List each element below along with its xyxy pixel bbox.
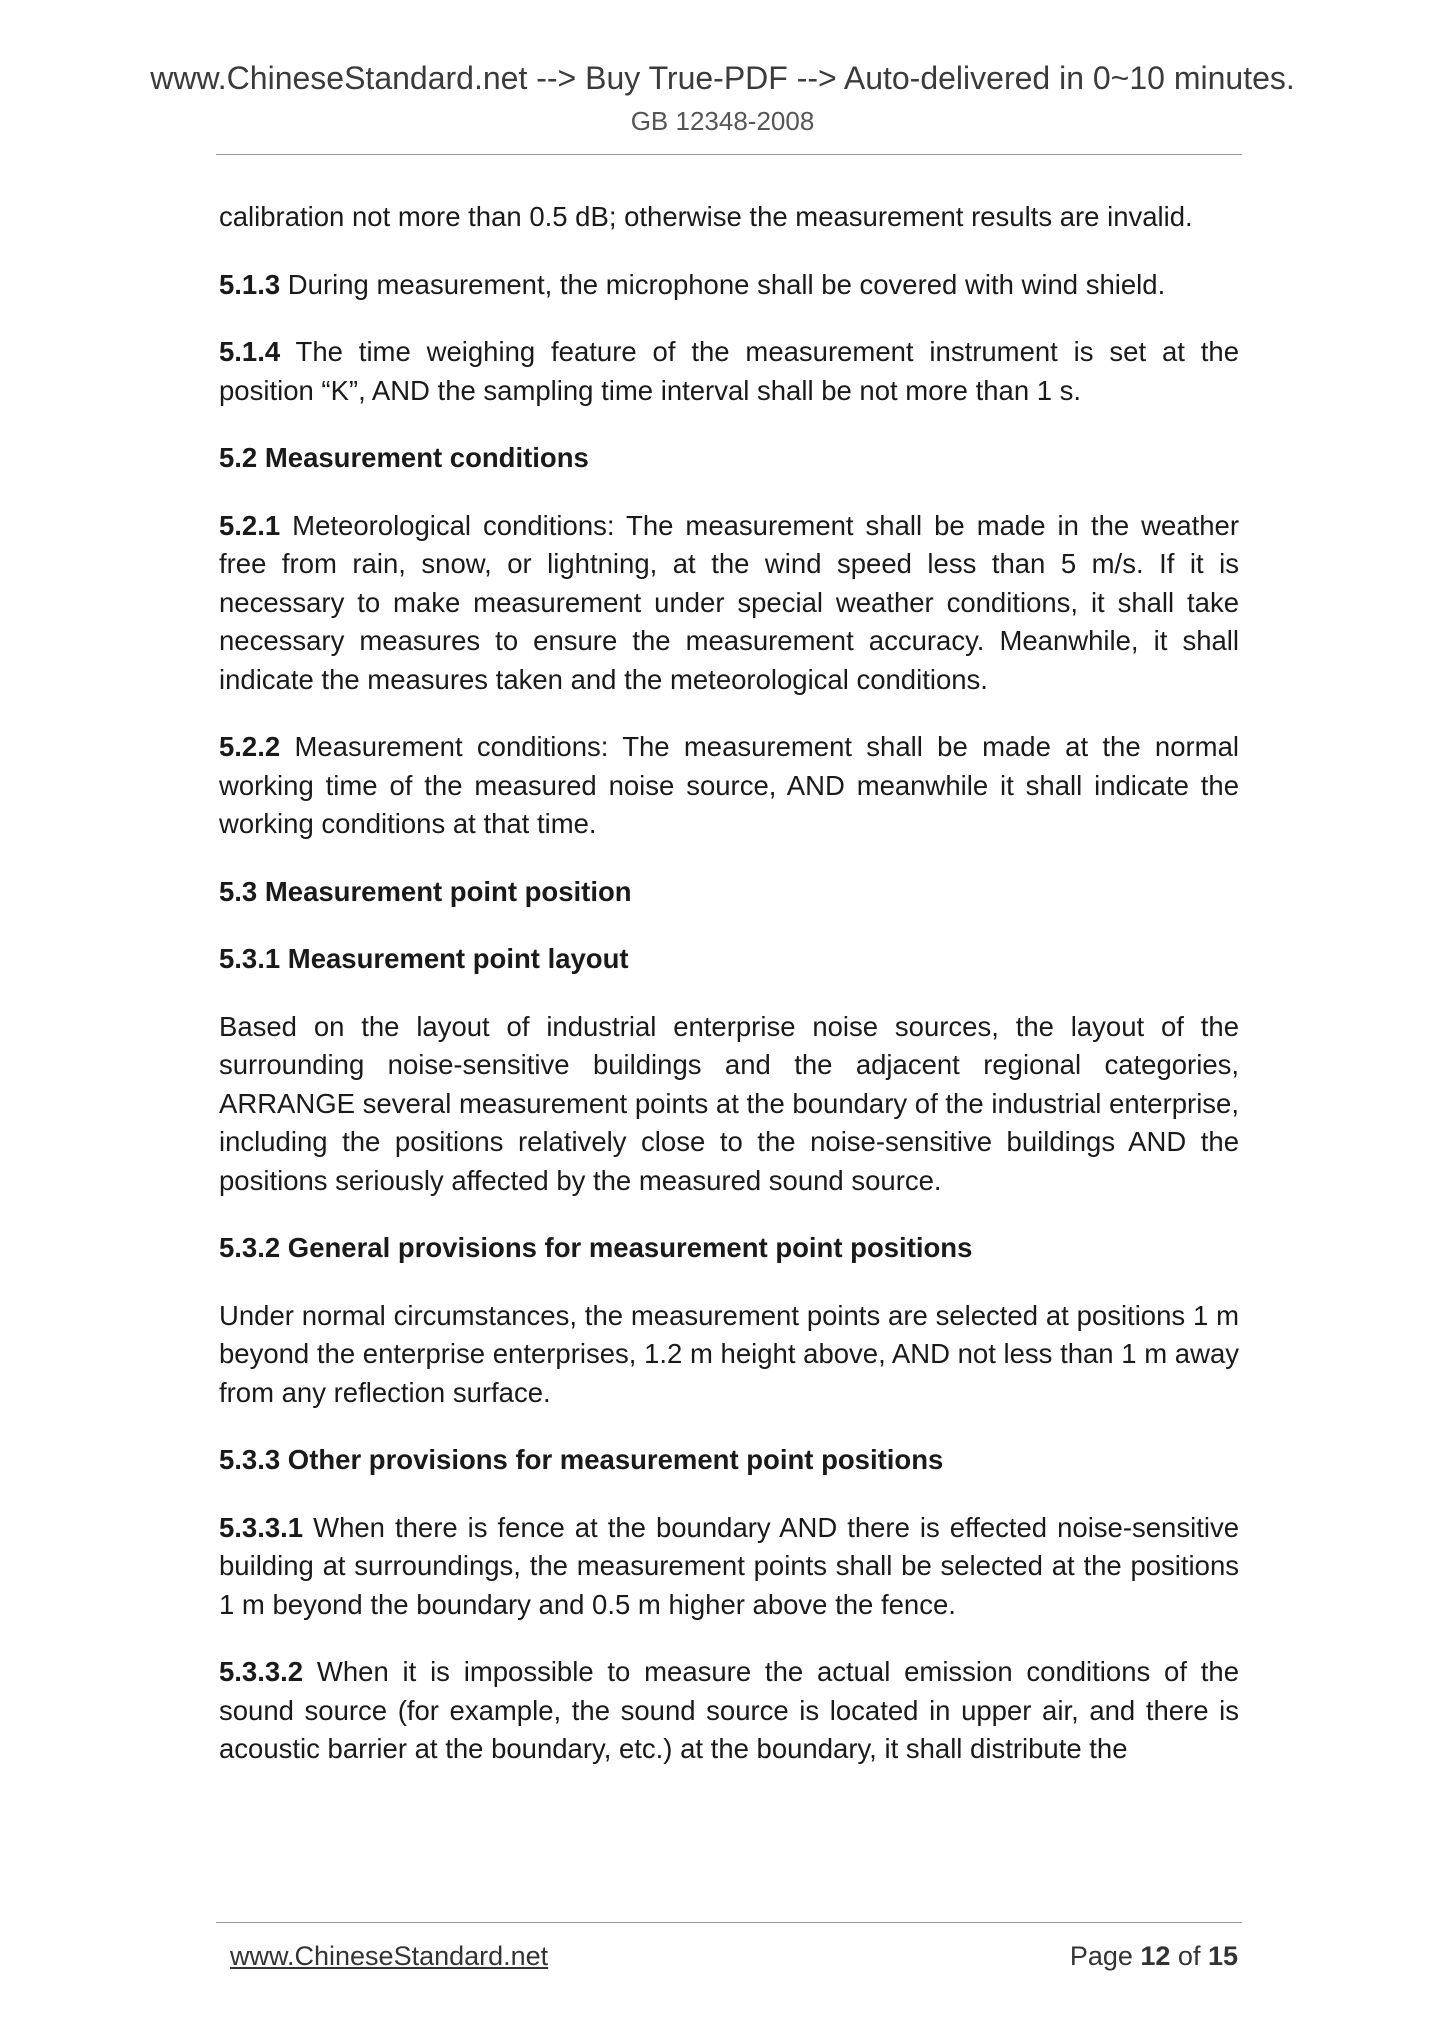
section-heading-5-3-1: 5.3.1 Measurement point layout <box>219 943 629 974</box>
section-heading-5-3-2: 5.3.2 General provisions for measurement point positions <box>219 1232 973 1263</box>
section-heading-5-3-3: 5.3.3 Other provisions for measurement point positions <box>219 1444 944 1475</box>
clause-text: When it is impossible to measure the actual emission conditions of the sound source (for example, the sound source is located in upper air, and there is acoustic barrier at the boundary, etc.) at the boundary, it shall distribute the <box>219 1656 1239 1764</box>
header-banner: www.ChineseStandard.net --> Buy True-PDF --> Auto-delivered in 0~10 minutes. <box>150 60 1295 96</box>
clause-5-2-1 <box>219 507 1239 700</box>
clause-5-1-4 <box>219 333 1239 410</box>
clause-text: When there is fence at the boundary AND there is effected noise-sensitive building at surroundings, the measurement points shall be selected at the positions 1 m beyond the boundary and 0.5 m higher above the fence. <box>219 1511 1239 1620</box>
current-page-number: 12 <box>1140 1941 1171 1971</box>
standard-code: GB 12348-2008 <box>630 106 815 136</box>
document-body <box>219 198 1239 1798</box>
clause-text: Meteorological conditions: The measurement shall be made in the weather free from rain, snow, or lightning, at the wind speed less than 5 m/s. If it is necessary to make measurement under special weather conditions, it shall take necessary measures to ensure the measurement accuracy. Meanwhile, it shall indicate the measures taken and the meteorological conditions. <box>219 509 1239 695</box>
clause-number: 5.1.4 <box>219 336 281 367</box>
section-heading-5-3: 5.3 Measurement point position <box>219 875 632 907</box>
clause-5-3-3-2 <box>219 1653 1239 1769</box>
page-word: Page <box>1069 1941 1141 1971</box>
paragraph-continuation: calibration not more than 0.5 dB; otherwise the measurement results are invalid. <box>219 201 1193 232</box>
clause-number: 5.3.3.1 <box>219 1511 304 1543</box>
clause-text: During measurement, the microphone shall be covered with wind shield. <box>280 268 1166 300</box>
header-divider <box>216 154 1242 155</box>
total-page-count: 15 <box>1207 1941 1238 1971</box>
footer-divider <box>216 1922 1242 1923</box>
clause-5-2-2 <box>219 728 1239 844</box>
clause-number: 5.3.3.2 <box>219 1656 304 1687</box>
page-indicator <box>1070 1938 1238 1974</box>
clause-number: 5.2.2 <box>219 731 281 762</box>
footer-website-link[interactable]: www.ChineseStandard.net <box>230 1941 549 1971</box>
paragraph-5-3-1: Based on the layout of industrial enterprise noise sources, the layout of the surrounding noise-sensitive buildings and the adjacent regional categories, ARRANGE several measurement points at the boundary of the industrial enterprise, including the positions relatively close to the noise-sensitive buildings AND the positions seriously affected by the measured sound source. <box>219 1010 1239 1196</box>
clause-text: The time weighing feature of the measurement instrument is set at the position “K”, AND the sampling time interval shall be not more than 1 s. <box>219 336 1239 406</box>
section-heading-5-2: 5.2 Measurement conditions <box>219 442 589 473</box>
clause-number: 5.1.3 <box>219 268 281 300</box>
paragraph-5-3-2: Under normal circumstances, the measurement points are selected at positions 1 m beyond the enterprise enterprises, 1.2 m height above, AND not less than 1 m away from any reflection surface. <box>219 1299 1239 1408</box>
clause-5-3-3-1 <box>219 1509 1239 1625</box>
page-of: of <box>1170 1941 1208 1971</box>
clause-5-1-3 <box>219 266 1239 305</box>
clause-number: 5.2.1 <box>219 509 281 541</box>
clause-text: Measurement conditions: The measurement shall be made at the normal working time of the measured noise source, AND meanwhile it shall indicate the working conditions at that time. <box>219 731 1239 839</box>
